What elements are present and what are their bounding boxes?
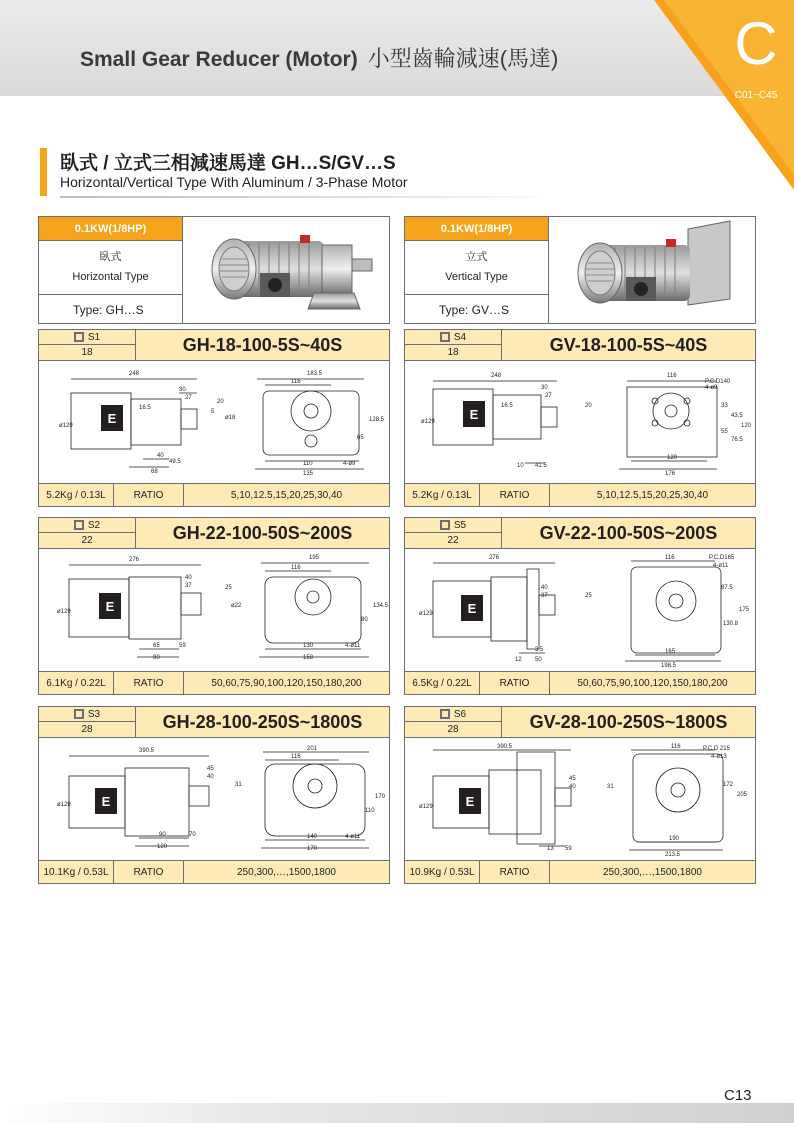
dim-label: 40 <box>541 585 548 591</box>
dim-label: 4-ø9 <box>343 461 356 467</box>
dim-label: 12 <box>515 657 522 663</box>
dim-label: 45 <box>207 766 214 772</box>
weight-oil: 6.1Kg / 0.22L <box>39 672 114 694</box>
model-name: GV-18-100-5S~40S <box>549 334 708 355</box>
figure-ref <box>405 518 502 533</box>
dim-label: 3.5 <box>535 647 544 653</box>
dim-label: ø22 <box>231 603 242 609</box>
dim-label: 13 <box>547 846 554 852</box>
ratio-values: 250,300,…,1500,1800 <box>603 866 702 878</box>
gh28-drawing-svg <box>39 738 389 860</box>
figure-number: S4 <box>453 331 467 343</box>
dim-label: 70 <box>189 832 196 838</box>
svg-text:E: E <box>101 794 111 809</box>
dim-label: 87.5 <box>721 585 733 591</box>
dim-label: 40 <box>185 575 192 581</box>
dim-label: 80 <box>361 617 368 623</box>
ratio-values: 5,10,12.5,15,20,25,30,40 <box>230 489 343 501</box>
figure-number: S2 <box>87 519 101 531</box>
ratio-label: RATIO <box>114 484 184 506</box>
chapter-range: C01~C45 <box>734 90 778 101</box>
weight-oil: 6.5Kg / 0.22L <box>405 672 480 694</box>
spec-row <box>38 671 390 695</box>
dim-label: P.C.D165 <box>709 555 735 561</box>
dim-label: 27 <box>185 395 192 401</box>
dim-label: 134.5 <box>373 603 389 609</box>
svg-text:E: E <box>465 794 475 809</box>
frame-size: 18 <box>39 345 136 360</box>
figure-number: S6 <box>453 708 467 720</box>
dim-label: 248 <box>491 373 502 379</box>
dim-label: 120 <box>157 844 168 850</box>
figure-ref <box>39 330 136 345</box>
mount-type-cn: 立式 <box>465 251 488 264</box>
dim-label: 31 <box>235 782 242 788</box>
dim-label: 116 <box>671 744 681 750</box>
weight-oil: 5.2Kg / 0.13L <box>39 484 114 506</box>
dim-label: 165 <box>665 649 676 655</box>
dim-label: 116 <box>667 373 677 379</box>
dim-label: 90 <box>159 832 166 838</box>
dim-label: 110 <box>365 808 375 814</box>
dim-label: 4-ø11 <box>713 563 729 569</box>
ratio-label: RATIO <box>480 861 550 883</box>
dim-label: 190 <box>669 836 680 842</box>
dim-label: 27 <box>545 393 552 399</box>
dim-label: 140 <box>307 834 318 840</box>
dim-label: 201 <box>307 746 318 752</box>
figure-icon <box>74 709 84 719</box>
figure-icon <box>74 332 84 342</box>
figure-ref <box>39 707 136 722</box>
weight-oil: 5.2Kg / 0.13L <box>405 484 480 506</box>
dim-label: 128.5 <box>369 417 385 423</box>
dim-label: 390.5 <box>497 744 513 750</box>
dim-label: 16.5 <box>139 405 151 411</box>
model-name: GH-28-100-250S~1800S <box>162 711 363 732</box>
frame-size: 18 <box>405 345 502 360</box>
ratio-values: 50,60,75,90,100,120,150,180,200 <box>577 677 728 689</box>
model-header <box>404 517 756 549</box>
dimension-drawing <box>38 738 390 860</box>
footer-band <box>0 1103 794 1123</box>
ratio-label: RATIO <box>114 672 184 694</box>
dim-label: 40 <box>157 453 164 459</box>
gh22-drawing-svg <box>39 549 389 671</box>
dim-label: 116 <box>291 379 301 385</box>
gv18-drawing-svg <box>405 361 755 483</box>
mount-type-en: Vertical Type <box>445 270 508 283</box>
dim-label: 25 <box>225 585 232 591</box>
gv22-drawing-svg <box>405 549 755 671</box>
dim-label: ø129 <box>419 804 433 810</box>
dim-label: 5 <box>211 409 215 415</box>
ratio-values: 50,60,75,90,100,120,150,180,200 <box>211 677 362 689</box>
chapter-letter: C <box>734 10 778 77</box>
dim-label: 37 <box>185 583 192 589</box>
dim-label: 183.5 <box>307 371 323 377</box>
dim-label: 20 <box>217 399 224 405</box>
ratio-values: 250,300,…,1500,1800 <box>237 866 336 878</box>
dim-label: 130.8 <box>723 621 739 627</box>
dim-label: 49.5 <box>169 459 181 465</box>
dim-label: 135 <box>303 471 314 477</box>
dim-label: 176 <box>665 471 676 477</box>
figure-icon <box>440 520 450 530</box>
dim-label: 172 <box>723 782 734 788</box>
model-header <box>404 329 756 361</box>
dim-label: 4-ø11 <box>345 834 361 840</box>
dim-label: 50 <box>535 657 542 663</box>
dimension-drawing <box>404 738 756 860</box>
figure-number: S3 <box>87 708 101 720</box>
dim-label: 205 <box>737 792 748 798</box>
power-rating: 0.1KW(1/8HP) <box>39 217 183 241</box>
ratio-label: RATIO <box>480 484 550 506</box>
section-subtitle: Horizontal/Vertical Type With Aluminum / 3-Phase Motor <box>60 174 408 190</box>
dimension-drawing <box>38 549 390 671</box>
page-number: C13 <box>724 1087 752 1104</box>
section-divider <box>60 196 560 198</box>
dim-label: 45 <box>569 776 576 782</box>
dim-label: 4-ø13 <box>711 754 727 760</box>
power-rating: 0.1KW(1/8HP) <box>405 217 549 241</box>
spec-row <box>404 483 756 507</box>
figure-icon <box>440 709 450 719</box>
figure-icon <box>74 520 84 530</box>
svg-text:E: E <box>105 599 115 614</box>
dim-label: 41.5 <box>535 463 547 469</box>
model-name: GH-18-100-5S~40S <box>182 334 343 355</box>
model-header <box>38 706 390 738</box>
svg-text:E: E <box>467 601 477 616</box>
dim-label: 120 <box>741 423 752 429</box>
weight-oil: 10.1Kg / 0.53L <box>39 861 114 883</box>
figure-ref <box>405 330 502 345</box>
type-label: Type: GV…S <box>405 295 549 324</box>
model-header <box>38 517 390 549</box>
mount-type-en: Horizontal Type <box>72 270 149 283</box>
dim-label: 120 <box>667 455 678 461</box>
dimension-drawing <box>404 361 756 483</box>
dim-label: 40 <box>569 784 576 790</box>
svg-text:E: E <box>107 411 117 426</box>
dim-label: 130 <box>303 643 314 649</box>
dim-label: 25 <box>585 593 592 599</box>
dim-label: 40 <box>207 774 214 780</box>
ratio-values: 5,10,12.5,15,20,25,30,40 <box>596 489 709 501</box>
page-title-en: Small Gear Reducer (Motor) <box>80 48 358 71</box>
dim-label: 116 <box>291 565 301 571</box>
figure-ref <box>405 707 502 722</box>
figure-ref <box>39 518 136 533</box>
dim-label: ø129 <box>57 609 71 615</box>
dimension-drawing <box>38 361 390 483</box>
ratio-label: RATIO <box>114 861 184 883</box>
frame-size: 22 <box>39 533 136 548</box>
page-title-cn: 小型齒輪減速(馬達) <box>367 46 559 71</box>
dim-label: 248 <box>129 371 140 377</box>
dim-label: ø129 <box>57 802 71 808</box>
dim-label: 198.5 <box>661 663 677 669</box>
svg-text:E: E <box>469 407 479 422</box>
figure-icon <box>440 332 450 342</box>
dim-label: 90 <box>153 655 160 661</box>
dim-label: 390.5 <box>139 748 155 754</box>
frame-size: 22 <box>405 533 502 548</box>
dim-label: 43.5 <box>731 413 743 419</box>
dim-label: 37 <box>541 593 548 599</box>
dim-label: 116 <box>291 754 301 760</box>
dim-label: 116 <box>665 555 675 561</box>
product-box-vertical <box>404 216 756 324</box>
model-name: GV-22-100-50S~200S <box>539 522 718 543</box>
dim-label: 31 <box>607 784 614 790</box>
frame-size: 28 <box>39 722 136 737</box>
mount-type-cn: 臥式 <box>99 251 122 264</box>
dim-label: 213.5 <box>665 852 681 858</box>
dim-label: 59 <box>565 846 572 852</box>
figure-number: S5 <box>453 519 467 531</box>
mount-type <box>405 241 549 295</box>
vertical-motor-photo <box>570 219 750 319</box>
dim-label: 195 <box>309 555 320 561</box>
model-name: GV-28-100-250S~1800S <box>529 711 728 732</box>
figure-number: S1 <box>87 331 101 343</box>
dimension-drawing <box>404 549 756 671</box>
ratio-label: RATIO <box>480 672 550 694</box>
dim-label: 59 <box>179 643 186 649</box>
spec-row <box>38 483 390 507</box>
spec-row <box>404 860 756 884</box>
dim-label: 20 <box>585 403 592 409</box>
dim-label: ø129 <box>59 423 73 429</box>
dim-label: 33 <box>721 403 728 409</box>
dim-label: 110 <box>303 461 313 467</box>
dim-label: 30 <box>179 387 186 393</box>
dim-label: 276 <box>129 557 140 563</box>
type-label: Type: GH…S <box>39 295 183 324</box>
mount-type <box>39 241 183 295</box>
model-header <box>38 329 390 361</box>
dim-label: 158 <box>303 655 314 661</box>
section-title: 臥式 / 立式三相減速馬達 GH…S/GV…S <box>60 153 396 174</box>
dim-label: P.C.D140 <box>705 379 731 385</box>
model-header <box>404 706 756 738</box>
dim-label: 68 <box>151 469 158 475</box>
dim-label: 55 <box>721 429 728 435</box>
page-title <box>80 42 558 73</box>
spec-row <box>404 671 756 695</box>
dim-label: ø129 <box>421 419 435 425</box>
dim-label: 175 <box>739 607 750 613</box>
dim-label: ø18 <box>225 415 236 421</box>
dim-label: 4-ø11 <box>345 643 361 649</box>
product-box-horizontal <box>38 216 390 324</box>
gv28-drawing-svg <box>405 738 755 860</box>
dim-label: 30 <box>541 385 548 391</box>
dim-label: 170 <box>307 846 318 852</box>
gh18-drawing-svg <box>39 361 389 483</box>
dim-label: 276 <box>489 555 500 561</box>
dim-label: 170 <box>375 794 386 800</box>
dim-label: ø129 <box>419 611 433 617</box>
dim-label: 16.5 <box>501 403 513 409</box>
section-accent-bar <box>40 148 47 196</box>
horizontal-motor-photo <box>204 223 384 319</box>
model-name: GH-22-100-50S~200S <box>172 522 353 543</box>
dim-label: 65 <box>357 435 364 441</box>
dim-label: 10 <box>517 463 524 469</box>
frame-size: 28 <box>405 722 502 737</box>
dim-label: 65 <box>153 643 160 649</box>
dim-label: 76.5 <box>731 437 743 443</box>
weight-oil: 10.9Kg / 0.53L <box>405 861 480 883</box>
spec-row <box>38 860 390 884</box>
dim-label: P.C.D 215 <box>703 746 730 752</box>
dim-label: 4-ø9 <box>705 385 718 391</box>
